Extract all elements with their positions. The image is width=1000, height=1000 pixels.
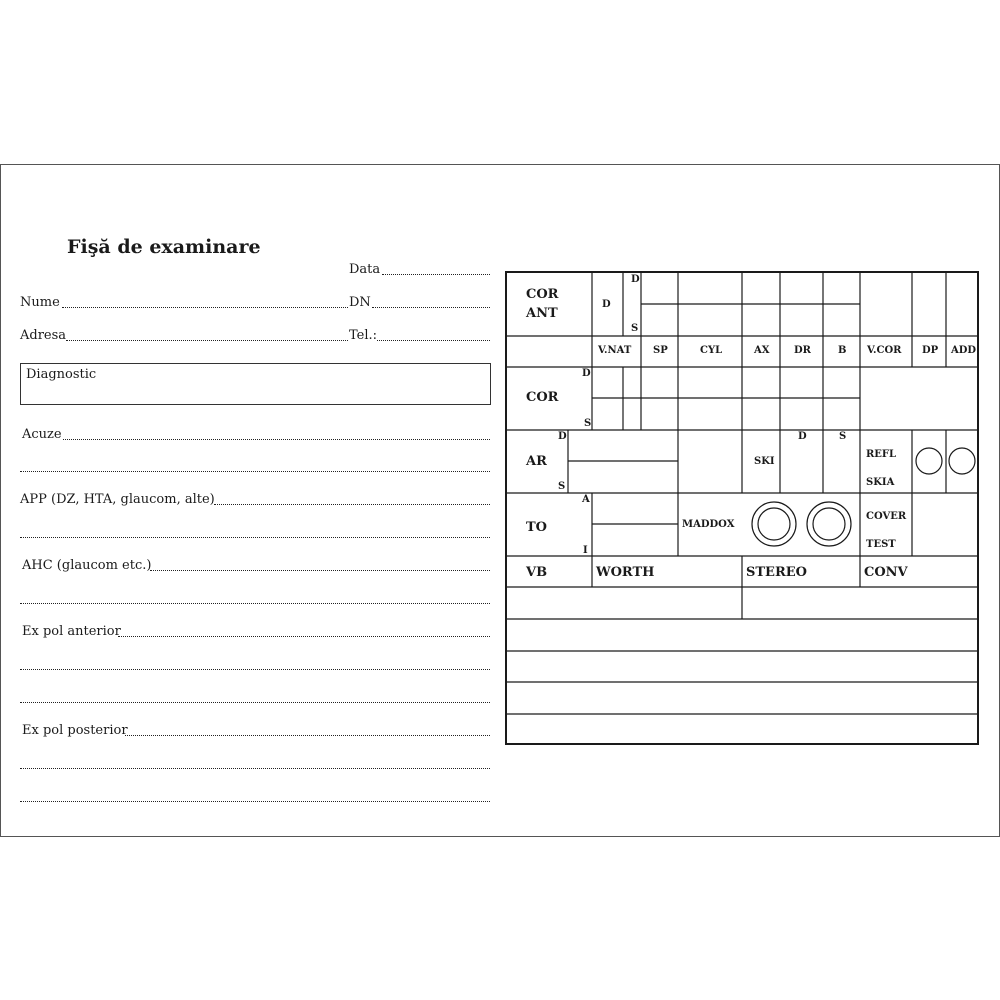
col-cyl: CYL [700,345,723,356]
ex-anterior-field-line3[interactable] [20,702,490,703]
to-a: A [582,494,590,505]
diagnostic-label: Diagnostic [26,367,97,382]
cor-ant-label-2: ANT [526,306,558,321]
vb-label: VB [526,565,548,580]
ex-posterior-field[interactable] [125,735,490,736]
acuze-label: Acuze [22,427,62,442]
col-sp: SP [653,345,668,356]
cor-ant-d: D [602,299,611,310]
ex-anterior-label: Ex pol anterior [22,624,121,639]
ex-anterior-field-line2[interactable] [20,669,490,670]
stereo-label: STEREO [746,565,808,580]
exam-grid [505,271,979,745]
date-field[interactable] [382,274,490,275]
acuze-field-line2[interactable] [20,471,490,472]
tel-field[interactable] [377,340,490,341]
ar-d: D [558,431,567,442]
ahc-label: AHC (glaucom etc.) [22,558,152,573]
dn-field[interactable] [372,307,490,308]
form-title: Fişă de examinare [67,236,261,258]
col-ax: AX [754,345,770,356]
ski-label: SKI [754,456,775,467]
col-add: ADD [951,345,977,356]
to-i: I [583,545,588,556]
col-vnat: V.NAT [598,345,632,356]
to-label: TO [526,520,547,535]
col-b: B [838,345,847,356]
app-field[interactable] [214,504,490,505]
cover-label: COVER [866,511,907,522]
ar-label: AR [526,454,547,469]
name-field[interactable] [62,307,348,308]
address-field[interactable] [66,340,348,341]
name-label: Nume [20,295,60,310]
app-field-line2[interactable] [20,537,490,538]
tel-label: Tel.: [349,328,378,343]
conv-label: CONV [864,565,908,580]
address-label: Adresa [20,328,67,343]
ski-s: S [839,431,847,442]
skia-label: SKIA [866,477,895,488]
ex-anterior-field[interactable] [118,636,490,637]
cor-ant-label-1: COR [526,287,559,302]
app-label: APP (DZ, HTA, glaucom, alte) [20,492,215,507]
ex-posterior-field-line3[interactable] [20,801,490,802]
refl-label: REFL [866,449,897,460]
ahc-field-line2[interactable] [20,603,490,604]
ar-s: S [558,481,566,492]
ex-posterior-label: Ex pol posterior [22,723,128,738]
ski-d: D [798,431,807,442]
cor-s: S [584,418,592,429]
ahc-field[interactable] [150,570,490,571]
cor-d: D [582,368,591,379]
col-dr: DR [794,345,811,356]
maddox-label: MADDOX [682,519,735,530]
cor-ant-s-small: S [631,323,639,334]
acuze-field[interactable] [63,439,490,440]
cor-ant-d-small: D [631,274,640,285]
col-dp: DP [922,345,939,356]
worth-label: WORTH [596,565,655,580]
ex-posterior-field-line2[interactable] [20,768,490,769]
diagnostic-box[interactable] [20,363,491,405]
cor-label: COR [526,390,559,405]
dn-label: DN [349,295,371,310]
col-vcor: V.COR [867,345,902,356]
date-label: Data [349,262,381,277]
test-label: TEST [866,539,896,550]
